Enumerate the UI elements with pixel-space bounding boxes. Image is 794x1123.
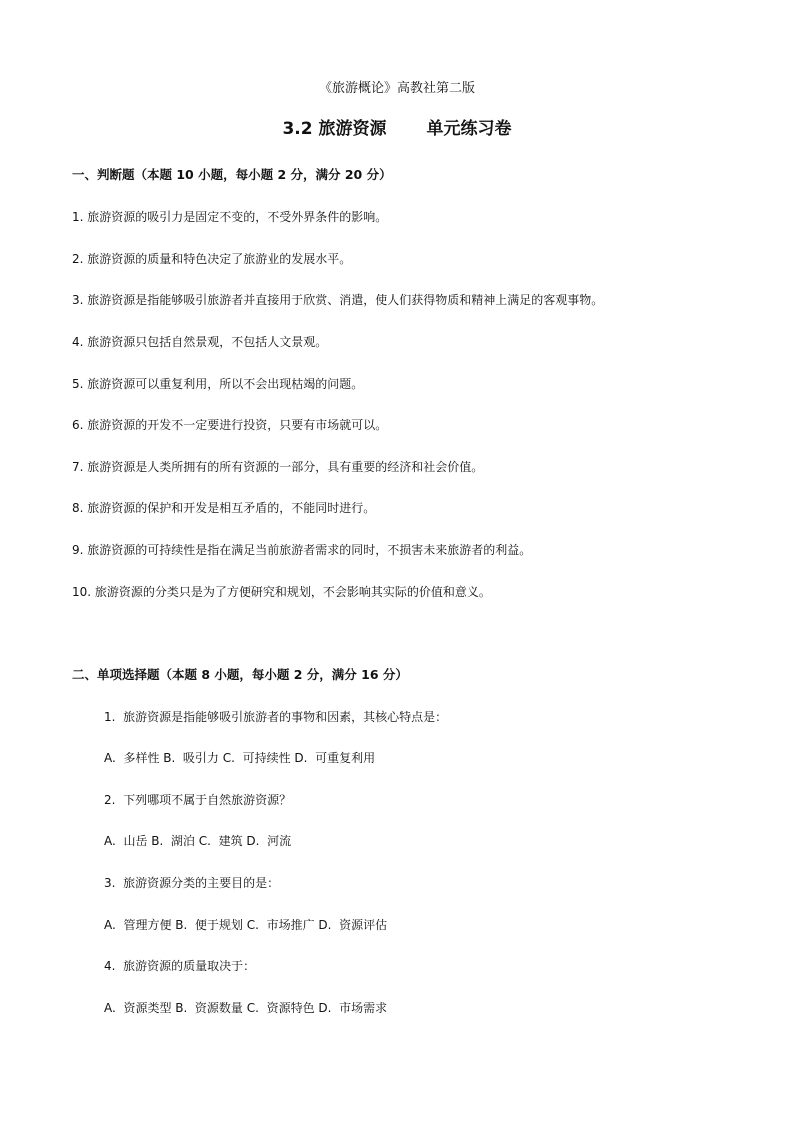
true-false-item: 8. 旅游资源的保护和开发是相互矛盾的，不能同时进行。 (72, 501, 376, 515)
true-false-item: 6. 旅游资源的开发不一定要进行投资，只要有市场就可以。 (72, 418, 388, 432)
true-false-item: 7. 旅游资源是人类所拥有的所有资源的一部分，具有重要的经济和社会价值。 (72, 460, 484, 474)
question-stem: 1. 旅游资源是指能够吸引旅游者的事物和因素，其核心特点是： (104, 710, 448, 724)
true-false-item: 2. 旅游资源的质量和特色决定了旅游业的发展水平。 (72, 252, 352, 266)
true-false-item: 9. 旅游资源的可持续性是指在满足当前旅游者需求的同时，不损害未来旅游者的利益。 (72, 543, 532, 557)
question-options: A. 资源类型 B. 资源数量 C. 资源特色 D. 市场需求 (104, 1001, 388, 1015)
true-false-item: 10. 旅游资源的分类只是为了方便研究和规划，不会影响其实际的价值和意义。 (72, 585, 491, 599)
unit-number: 3.2 旅游资源 (282, 119, 387, 139)
true-false-item: 4. 旅游资源只包括自然景观，不包括人文景观。 (72, 335, 328, 349)
true-false-item: 1. 旅游资源的吸引力是固定不变的，不受外界条件的影响。 (72, 210, 388, 224)
question-stem: 2. 下列哪项不属于自然旅游资源？ (104, 793, 292, 807)
true-false-item: 3. 旅游资源是指能够吸引旅游者并直接用于欣赏、消遣，使人们获得物质和精神上满足的客观事物。 (72, 293, 604, 307)
section-heading-true-false: 一、判断题（本题 10 小题，每小题 2 分，满分 20 分） (72, 167, 392, 182)
section-heading-multiple-choice: 二、单项选择题（本题 8 小题，每小题 2 分，满分 16 分） (72, 667, 408, 682)
question-options: A. 管理方便 B. 便于规划 C. 市场推广 D. 资源评估 (104, 918, 388, 932)
question-stem: 4. 旅游资源的质量取决于： (104, 959, 256, 973)
true-false-item: 5. 旅游资源可以重复利用，所以不会出现枯竭的问题。 (72, 377, 364, 391)
question-options: A. 山岳 B. 湖泊 C. 建筑 D. 河流 (104, 834, 292, 848)
question-options: A. 多样性 B. 吸引力 C. 可持续性 D. 可重复利用 (104, 751, 376, 765)
unit-title (0, 118, 794, 140)
question-stem: 3. 旅游资源分类的主要目的是： (104, 876, 280, 890)
book-title: 《旅游概论》高教社第二版 (318, 81, 475, 96)
unit-subtitle: 单元练习卷 (426, 119, 512, 139)
